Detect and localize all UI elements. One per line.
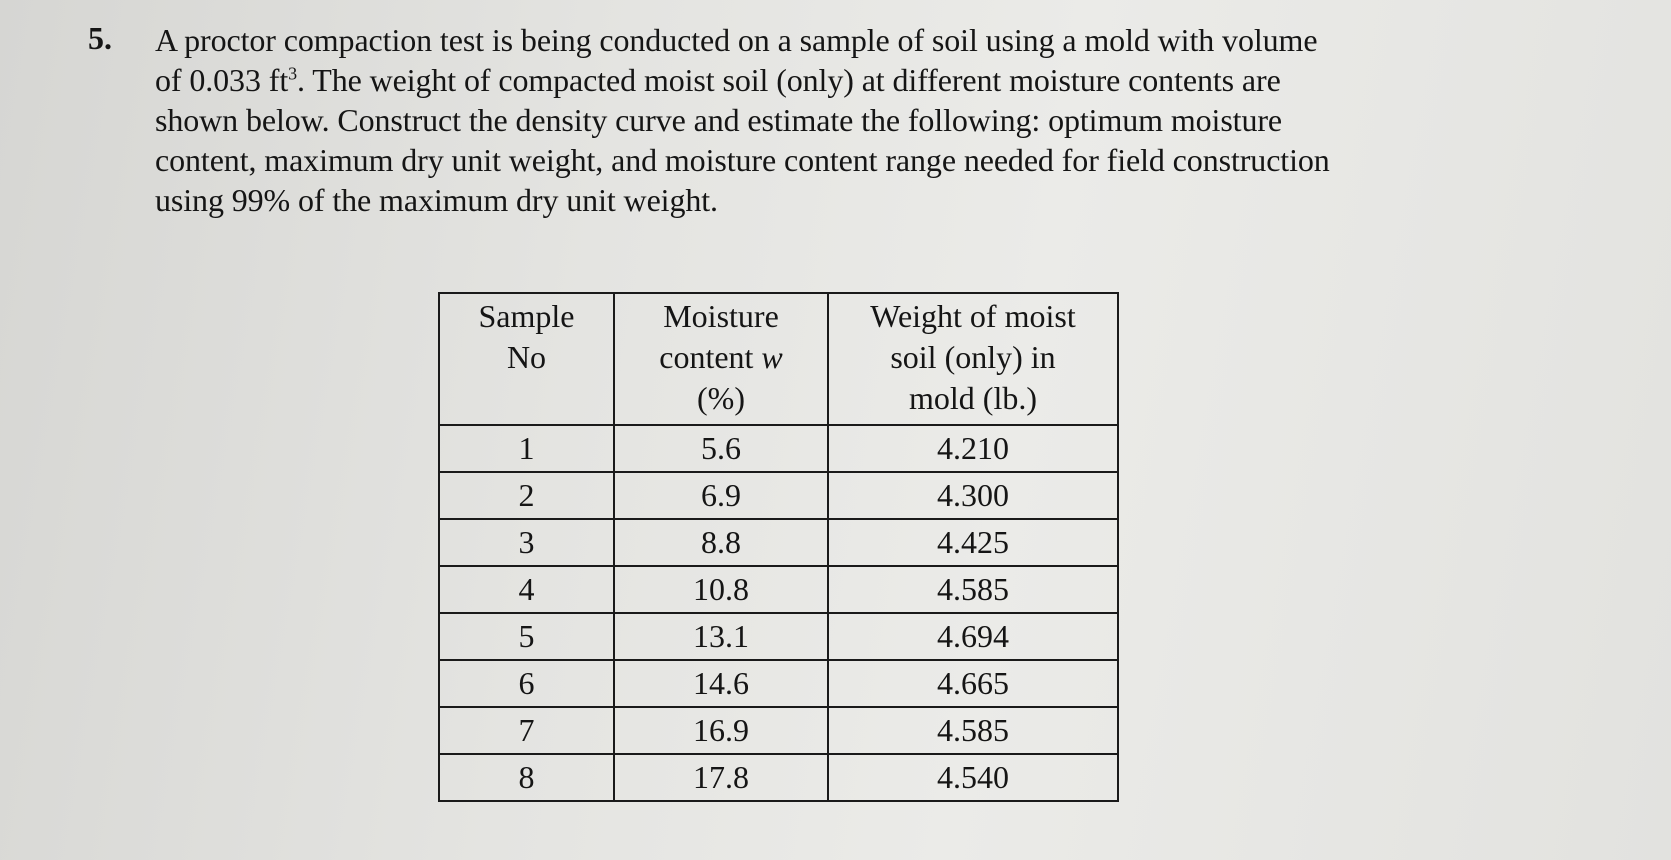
cell-sample: 8	[439, 754, 614, 801]
question-line-5: using 99% of the maximum dry unit weight.	[155, 182, 718, 218]
cell-moisture: 17.8	[614, 754, 828, 801]
question-line-3: shown below. Construct the density curve and estimate the following: optimum moisture	[155, 102, 1283, 138]
cell-sample: 5	[439, 613, 614, 660]
question-line-2	[155, 60, 1555, 100]
cell-moisture: 13.1	[614, 613, 828, 660]
table-row	[439, 754, 1118, 801]
cell-moisture: 16.9	[614, 707, 828, 754]
question-line-4: content, maximum dry unit weight, and moisture content range needed for field construction	[155, 142, 1330, 178]
volume-prefix: of 0.033 ft	[155, 62, 289, 98]
cell-weight: 4.585	[828, 566, 1118, 613]
table-row	[439, 472, 1118, 519]
cell-sample: 3	[439, 519, 614, 566]
cell-moisture: 14.6	[614, 660, 828, 707]
volume-suffix: .	[297, 62, 313, 98]
cell-sample: 7	[439, 707, 614, 754]
table-row	[439, 566, 1118, 613]
cell-weight: 4.694	[828, 613, 1118, 660]
cell-moisture: 5.6	[614, 425, 828, 472]
header-sample-no: Sample No	[439, 293, 614, 425]
cell-weight: 4.540	[828, 754, 1118, 801]
cell-sample: 4	[439, 566, 614, 613]
cell-moisture: 6.9	[614, 472, 828, 519]
cell-weight: 4.665	[828, 660, 1118, 707]
cell-sample: 6	[439, 660, 614, 707]
question-text	[155, 20, 1555, 220]
cell-weight: 4.425	[828, 519, 1118, 566]
table-row	[439, 660, 1118, 707]
question-number: 5.	[88, 20, 112, 56]
table-row	[439, 707, 1118, 754]
table-row	[439, 613, 1118, 660]
header-moisture-content: Moisture content w (%)	[614, 293, 828, 425]
cell-moisture: 10.8	[614, 566, 828, 613]
table-row	[439, 519, 1118, 566]
proctor-data-table	[438, 292, 1119, 802]
cell-sample: 1	[439, 425, 614, 472]
moisture-symbol: w	[761, 339, 783, 375]
volume-exponent: 3	[288, 63, 298, 84]
table-header-row	[439, 293, 1118, 425]
cell-weight: 4.210	[828, 425, 1118, 472]
cell-sample: 2	[439, 472, 614, 519]
cell-moisture: 8.8	[614, 519, 828, 566]
cell-weight: 4.585	[828, 707, 1118, 754]
question-line-2-text: The weight of compacted moist soil (only) at different moisture contents are	[312, 62, 1281, 98]
table-row	[439, 425, 1118, 472]
header-moist-weight: Weight of moist soil (only) in mold (lb.)	[828, 293, 1118, 425]
cell-weight: 4.300	[828, 472, 1118, 519]
question-line-1: A proctor compaction test is being conducted on a sample of soil using a mold with volume	[155, 22, 1318, 58]
